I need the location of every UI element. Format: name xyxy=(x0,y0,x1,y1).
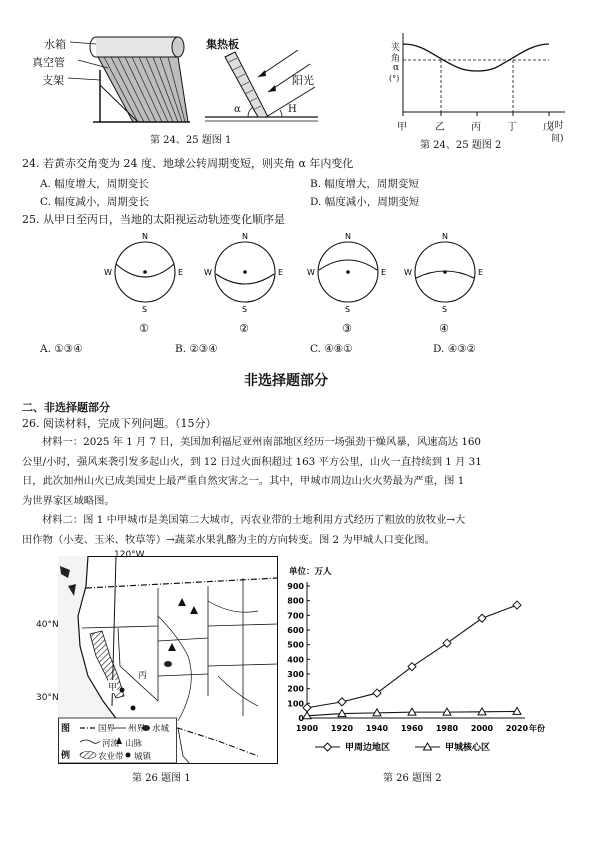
fig2-xunit: (时间) xyxy=(551,121,564,144)
q24-option-a: A. 幅度增大，周期变长 xyxy=(40,178,149,190)
chart-legend xyxy=(315,741,490,753)
label-water-tank: 水箱 xyxy=(44,38,66,51)
y-tick-label: 300 xyxy=(287,670,304,679)
part2-title: 二、非选择题部分 xyxy=(22,401,110,414)
x-tick-label: 1900 xyxy=(295,724,319,733)
legend-label-1: 甲周边地区 xyxy=(345,743,391,753)
x-tick-label: 1940 xyxy=(365,724,389,733)
observer-dot xyxy=(443,270,447,274)
label-collector-board: 集热板 xyxy=(206,38,239,51)
legend-label-2: 甲城核心区 xyxy=(445,743,491,753)
x-axis-label: 年份 xyxy=(529,724,545,733)
label-vacuum-tube: 真空管 xyxy=(32,56,65,69)
q25-option-d: D. ④③② xyxy=(433,343,476,355)
observer-dot xyxy=(243,270,247,274)
dir-e: E xyxy=(478,268,484,277)
y-tick-label: 100 xyxy=(287,699,304,709)
y-tick-label: 700 xyxy=(287,611,304,621)
sun-path-svg xyxy=(90,230,510,340)
circle-number-2: ② xyxy=(239,322,249,335)
dir-n: N xyxy=(345,232,351,241)
fig2-xtick-4: 戊 xyxy=(543,122,553,133)
circle-number-3: ③ xyxy=(342,322,352,335)
fig2-ylabel-2: α xyxy=(393,63,400,73)
dir-w: W xyxy=(404,268,412,277)
data-point-diamond xyxy=(338,698,346,706)
fig2-ylabel-1: 角 xyxy=(391,54,401,64)
chart-caption: 第 26 题图 2 xyxy=(383,773,442,784)
fig2-caption: 第 24、25 题图 2 xyxy=(420,140,502,151)
q25-option-b: B. ②③④ xyxy=(175,343,218,355)
map-lat-label-40: 40°N xyxy=(36,620,59,630)
sun-path-arc xyxy=(319,260,377,270)
legend-river: 河流 xyxy=(102,739,120,749)
series-line-1 xyxy=(307,605,517,708)
q24-option-c: C. 幅度减小，周期变长 xyxy=(40,196,149,208)
sun-path-circle-4 xyxy=(404,232,483,335)
y-tick-label: 800 xyxy=(287,596,304,606)
legend-national-border: 国界 xyxy=(98,724,116,734)
fig2-xtick-3: 丁 xyxy=(507,122,517,133)
observer-dot xyxy=(346,270,350,274)
label-alpha: α xyxy=(234,104,241,115)
y-tick-label: 200 xyxy=(287,684,304,694)
material-2-line-2: 田作物（小麦、玉米、牧草等）→蔬菜水果乳酪为主的方向转变。图 2 为甲城人口变化图。 xyxy=(22,533,436,546)
material-1-line-4: 为世界家区域略图。 xyxy=(22,494,115,507)
label-bracket: 支架 xyxy=(42,74,64,87)
legend-state-border: 州界 xyxy=(128,724,146,734)
population-chart xyxy=(285,560,585,760)
q26-stem: 26. 阅读材料，完成下列问题。（15分） xyxy=(22,417,217,430)
dir-w: W xyxy=(104,268,112,277)
dir-e: E xyxy=(178,268,184,277)
fig1-caption: 第 24、25 题图 1 xyxy=(150,135,232,146)
dir-n: N xyxy=(242,232,248,241)
fig2-xtick-0: 甲 xyxy=(397,122,407,133)
map-city-jia: 甲 xyxy=(108,680,117,693)
observer-dot xyxy=(143,270,147,274)
sun-path-arc xyxy=(216,274,274,284)
dir-n: N xyxy=(142,232,148,241)
sun-path-circle-2 xyxy=(204,232,283,335)
material-2 xyxy=(22,511,582,550)
circle-number-4: ④ xyxy=(439,322,449,335)
q24-option-d: D. 幅度减小，周期变短 xyxy=(310,196,420,208)
material-1-line-1: 材料一：2025 年 1 月 7 日，美国加利福尼亚州南部地区经历一场强劲干燥风暴，风速高达 160 xyxy=(42,436,481,448)
fig2-ylabel-0: 夹 xyxy=(391,43,401,53)
fig2-ylabel-3: (°) xyxy=(389,74,400,83)
x-tick-label: 2000 xyxy=(470,724,494,733)
legend-water: 水城 xyxy=(152,724,170,734)
fig2-xtick-2: 丙 xyxy=(471,122,481,133)
figure-1 xyxy=(32,30,198,130)
material-1-line-2: 公里/小时，强风来袭引发多起山火，到 12 日过火面积超过 163 平方公里，山火一直持续到 1 月 31 xyxy=(22,455,482,468)
y-axis-label: 单位：万人 xyxy=(289,567,332,577)
sun-path-diagrams xyxy=(90,230,510,340)
q25-option-c: C. ④⑧① xyxy=(310,343,353,355)
map-city-bing: 丙 xyxy=(138,668,147,681)
fig2-xtick-1: 乙 xyxy=(435,122,445,133)
population-chart-svg xyxy=(285,560,585,760)
map-caption: 第 26 题图 1 xyxy=(132,773,191,784)
sun-path-circle-3 xyxy=(307,232,386,335)
map-lon-label: 120°W xyxy=(114,550,145,560)
y-tick-label: 400 xyxy=(287,655,304,665)
legend-town: 城镇 xyxy=(134,752,152,762)
legend-mountain: 山脉 xyxy=(125,739,143,749)
y-tick-label: 0 xyxy=(298,714,304,723)
legend-title-1: 图 xyxy=(61,724,71,734)
data-point-diamond xyxy=(443,639,451,647)
material-1-line-3: 日，此次加州山火已成美国史上最严重自然灾害之一。其中，甲城市周边山火火势最为严重，图 1 xyxy=(22,475,465,487)
sun-path-circle-1 xyxy=(104,232,183,335)
x-tick-label: 1920 xyxy=(330,724,354,733)
section-title: 非选择题部分 xyxy=(244,373,328,389)
dir-s: S xyxy=(345,305,351,314)
legend-diamond xyxy=(324,743,332,751)
data-point-diamond xyxy=(478,614,486,622)
x-tick-label: 2020 xyxy=(505,724,529,733)
dir-e: E xyxy=(278,268,284,277)
legend-agri-belt: 农业带 xyxy=(98,752,124,762)
y-tick-label: 900 xyxy=(287,582,304,591)
dir-s: S xyxy=(442,305,448,314)
data-point-diamond xyxy=(513,601,521,609)
q25-stem: 25. 从甲日至丙日，当地的太阳视运动轨迹变化顺序是 xyxy=(22,213,285,226)
dir-w: W xyxy=(204,268,212,277)
collector-diagram xyxy=(200,32,320,127)
q24-stem: 24. 若黄赤交角变为 24 度、地球公转周期变短，则夹角 α 年内变化 xyxy=(22,157,354,170)
dir-n: N xyxy=(442,232,448,241)
x-tick-label: 1980 xyxy=(435,724,459,733)
dir-s: S xyxy=(242,305,248,314)
x-tick-label: 1960 xyxy=(400,724,424,733)
q25-option-a: A. ①③④ xyxy=(40,343,83,355)
legend-title-2: 例 xyxy=(61,751,71,761)
material-2-line-1: 材料二：图 1 中甲城市是美国第二大城市，丙农业带的土地利用方式经历了粗放的放牧业→大 xyxy=(42,514,466,526)
label-sunlight: 阳光 xyxy=(292,74,314,87)
q24-option-b: B. 幅度增大，周期变短 xyxy=(310,178,419,190)
label-h: H xyxy=(288,104,297,115)
figure-2 xyxy=(365,30,570,144)
data-point-diamond xyxy=(303,704,311,712)
dir-e: E xyxy=(381,268,387,277)
dir-s: S xyxy=(142,305,148,314)
y-tick-label: 600 xyxy=(287,626,304,635)
y-tick-label: 500 xyxy=(287,640,304,650)
dir-w: W xyxy=(307,268,315,277)
circle-number-1: ① xyxy=(139,322,149,335)
material-1 xyxy=(22,433,582,511)
map-lat-label-30: 30°N xyxy=(36,693,59,703)
map-figure xyxy=(36,550,278,764)
